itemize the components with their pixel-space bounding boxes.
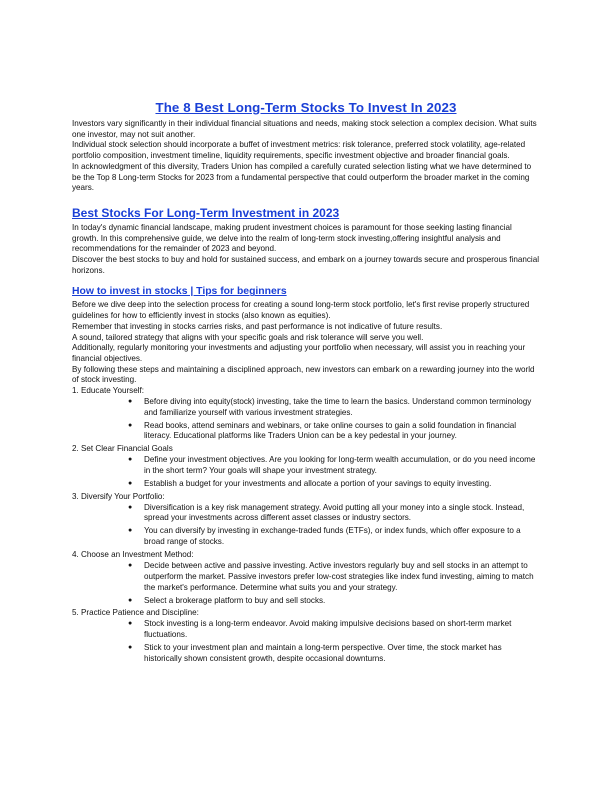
section-paragraph: By following these steps and maintaining a disciplined approach, new investors can embark on a rewarding journey into the world of stock investing. — [72, 364, 535, 385]
section-paragraph: In today's dynamic financial landscape, making prudent investment choices is paramount for those seeking lasting financial growth. In this comprehensive guide, we delve into the realm of long-term stock investing,offering insightful analysis and recommendations for the remainder of 2023 and beyond. — [72, 222, 512, 254]
bullet-item — [72, 561, 540, 594]
bullet-icon: ● — [128, 620, 133, 628]
step-title: 3. Diversify Your Portfolio: — [72, 491, 165, 501]
section-paragraph: Remember that investing in stocks carries risks, and past performance is not indicative of future results. — [72, 321, 443, 331]
bullet-list — [72, 561, 540, 607]
bullet-text: Diversification is a key risk management strategy. Avoid putting all your money into a single stock. Instead, spread your investments across different asset classes or industry sectors. — [144, 502, 525, 523]
bullet-item — [72, 421, 540, 443]
bullet-item — [72, 397, 540, 419]
bullet-icon: ● — [128, 421, 133, 429]
intro-paragraph: Investors vary significantly in their individual financial situations and needs, making stock selection a complex decision. What suits one investor, may not suit another. — [72, 119, 537, 139]
bullet-text: Stick to your investment plan and maintain a long-term perspective. Over time, the stock market has historically shown consistent growth, despite occasional downturns. — [144, 642, 502, 663]
bullet-text: Before diving into equity(stock) investing, take the time to learn the basics. Understand common terminology and familiarize yourself with various investment strategies. — [144, 396, 532, 417]
step-item — [72, 444, 540, 489]
bullet-text: You can diversify by investing in exchange-traded funds (ETFs), or index funds, which offer exposure to a broad range of stocks. — [144, 526, 521, 547]
step-title: 1. Educate Yourself: — [72, 386, 144, 396]
bullet-list — [72, 397, 540, 443]
intro-paragraph: Individual stock selection should incorporate a buffet of investment metrics: risk tolerance, preferred stock volatility, age-related portfolio composition, investment timeline, liquidity requirements, specific investment objective and broader financial goals. — [72, 140, 526, 161]
step-title: 2. Set Clear Financial Goals — [72, 444, 173, 454]
section-best-stocks-body — [72, 223, 540, 277]
bullet-text: Read books, attend seminars and webinars, or take online courses to gain a solid foundation in financial literacy. Educational platforms like Traders Union can be a key pedestal in your journey. — [144, 420, 517, 441]
steps-list — [72, 386, 540, 665]
bullet-text: Establish a budget for your investments and allocate a portion of your savings to equity investing. — [144, 478, 492, 488]
section-heading-how-to-invest: How to invest in stocks | Tips for beginners — [72, 286, 287, 298]
step-item — [72, 550, 540, 606]
bullet-text: Define your investment objectives. Are you looking for long-term wealth accumulation, or do you need income in the short term? Your goals will shape your investment strategy. — [144, 455, 536, 475]
bullet-icon: ● — [128, 479, 133, 487]
section-how-to-invest-body — [72, 300, 540, 664]
bullet-list — [72, 455, 540, 490]
bullet-icon: ● — [128, 503, 133, 511]
bullet-icon: ● — [128, 596, 133, 604]
step-title: 4. Choose an Investment Method: — [72, 550, 194, 560]
section-paragraph: Before we dive deep into the selection process for creating a sound long-term stock portfolio, let's first revise properly structured guidelines for how to efficiently invest in stocks (also known as equities). — [72, 300, 530, 321]
intro-block — [72, 119, 540, 194]
bullet-icon: ● — [128, 456, 133, 464]
bullet-item — [72, 455, 540, 477]
step-item — [72, 386, 540, 442]
bullet-icon: ● — [128, 643, 133, 651]
document-page — [72, 100, 540, 667]
section-paragraph: Discover the best stocks to buy and hold for sustained success, and embark on a journey towards secure and prosperous financial horizons. — [72, 255, 539, 275]
step-title: 5. Practice Patience and Discipline: — [72, 608, 199, 618]
bullet-icon: ● — [128, 527, 133, 535]
bullet-item — [72, 503, 540, 525]
bullet-icon: ● — [128, 561, 133, 569]
bullet-text: Stock investing is a long-term endeavor. Avoid making impulsive decisions based on short-term market fluctuations. — [144, 619, 512, 640]
bullet-list — [72, 503, 540, 549]
bullet-item — [72, 596, 540, 607]
document-title: The 8 Best Long-Term Stocks To Invest In 2023 — [155, 100, 457, 115]
intro-paragraph: In acknowledgment of this diversity, Traders Union has compiled a carefully curated selection listing what we have determined to be the Top 8 Long-term Stocks for 2023 from a fundamental perspective that could outperform the broader market in the coming years. — [72, 161, 532, 193]
step-item — [72, 492, 540, 548]
bullet-item — [72, 619, 540, 641]
section-heading-best-stocks: Best Stocks For Long-Term Investment in 2023 — [72, 205, 340, 220]
bullet-item — [72, 526, 540, 548]
section-paragraph: Additionally, regularly monitoring your investments and adjusting your portfolio when necessary, will assist you in reaching your financial objectives. — [72, 343, 526, 363]
bullet-text: Select a brokerage platform to buy and sell stocks. — [144, 595, 326, 605]
step-item — [72, 608, 540, 664]
bullet-list — [72, 619, 540, 665]
section-paragraph: A sound, tailored strategy that aligns with your specific goals and risk tolerance will serve you well. — [72, 332, 424, 342]
bullet-item — [72, 643, 540, 665]
bullet-icon: ● — [128, 397, 133, 405]
bullet-item — [72, 479, 540, 490]
bullet-text: Decide between active and passive investing. Active investors regularly buy and sell stocks in an attempt to outperform the market. Passive investors prefer low-cost strategies like index fund investing, aiming to match the market's performance. Determine what suits you and your strategy. — [144, 560, 534, 592]
